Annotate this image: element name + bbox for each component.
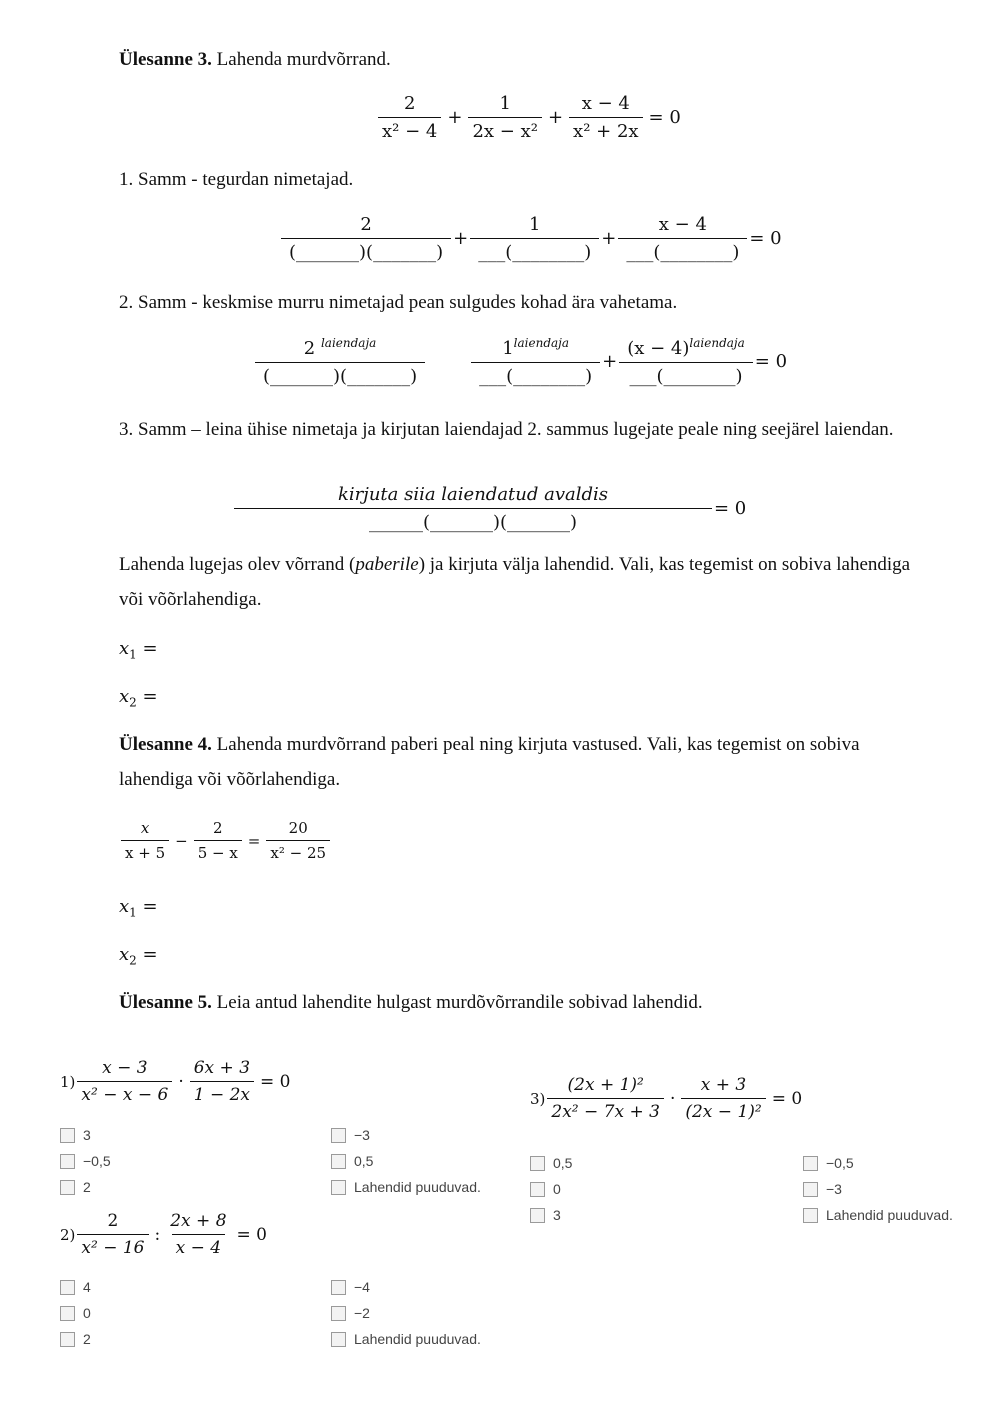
task3-heading — [119, 50, 391, 69]
checkbox[interactable] — [331, 1280, 346, 1295]
checkbox[interactable] — [331, 1306, 346, 1321]
task4-equation: $\frac{x}{x + 5}$ − $\frac{2}{5 - x}$ = $\frac{20}{\text{x² − 25}}$ — [119, 819, 332, 862]
task3-frac-3: $\frac{x - 4}{\text{x² + 2x}}$ — [569, 93, 643, 142]
step3-equation: $\frac{\text{kirjuta siia laiendatud avaldis}}{\_\_\_\_\_\_(\_\_\_\_\_\_\_)(\_\_\_\_\_\_\_)}$ = 0 — [236, 484, 750, 533]
checkbox[interactable] — [530, 1156, 545, 1171]
q1-option[interactable]: 3 — [60, 1127, 91, 1143]
step1-denominator-blank-2[interactable]: ___(________) — [470, 238, 599, 263]
q2-option[interactable]: 4 — [60, 1279, 91, 1295]
task3-frac-1: $\frac{2}{\text{x² − 4}}$ — [378, 93, 441, 142]
q3-option[interactable]: Lahendid puuduvad. — [803, 1207, 953, 1223]
q2-option[interactable]: −2 — [331, 1305, 370, 1321]
checkbox[interactable] — [530, 1182, 545, 1197]
q3-option[interactable]: −3 — [803, 1181, 842, 1197]
checkbox[interactable] — [60, 1154, 75, 1169]
step2-denominator-blank-2[interactable]: ___(________) — [471, 362, 600, 387]
task3-step1: 1. Samm - tegurdan nimetajad. — [119, 169, 354, 190]
task3-x1-label[interactable]: $x_1$ = — [119, 638, 158, 662]
task4-x1-label[interactable]: $x_1$ = — [119, 896, 158, 920]
q1-option[interactable]: −3 — [331, 1127, 370, 1143]
q1-option[interactable]: 0,5 — [331, 1153, 373, 1169]
q1-option[interactable]: 2 — [60, 1179, 91, 1195]
task3-equation: $\frac{2}{\text{x² − 4}}$ + $\frac{1}{\text{2x − x²}}$ + $\frac{x - 4}{\text{x² + 2x}}$ = 0 — [376, 93, 685, 142]
checkbox[interactable] — [803, 1156, 818, 1171]
step3-denominator-blank[interactable]: ______(_______)(_______) — [234, 508, 712, 533]
q3-option[interactable]: −0,5 — [803, 1155, 854, 1171]
step3-numerator-input[interactable]: kirjuta siia laiendatud avaldis — [337, 484, 609, 505]
task3-solve-text: Lahenda lugejas olev võrrand (paberile) ja kirjuta välja lahendid. Vali, kas tegemist on sobiva lahendiga või võõrlahendiga. — [119, 554, 911, 610]
step2-equation: $\frac{2 ^{laiendaja}}{(\_\_\_\_\_\_\_)(\_\_\_\_\_\_\_)}$ $\frac{1^{laiendaja}}{\_\_\_(\_\_\_\_\_\_\_\_)}$ + $\frac{(x - 4)^{laiendaja}}{\_\_\_(\_\_\_\_\_\_\_\_)}$ = 0 — [257, 336, 791, 387]
q3-option[interactable]: 0 — [530, 1181, 561, 1197]
step1-equation: $\frac{2}{(\_\_\_\_\_\_\_)(\_\_\_\_\_\_\_)}$ + $\frac{1}{\_\_\_(\_\_\_\_\_\_\_\_)}$ + $\frac{x - 4}{\_\_\_(\_\_\_\_\_\_\_\_)}$ = 0 — [283, 214, 786, 263]
task3-text: Lahenda murdvõrrand. — [211, 49, 391, 70]
q2-option[interactable]: Lahendid puuduvad. — [331, 1331, 481, 1347]
task3-x2-label[interactable]: $x_2$ = — [119, 686, 158, 710]
step2-denominator-blank-1[interactable]: (_______)(_______) — [255, 362, 425, 387]
q1-option[interactable]: −0,5 — [60, 1153, 111, 1169]
step1-denominator-blank-1[interactable]: (_______)(_______) — [281, 238, 451, 263]
checkbox[interactable] — [60, 1128, 75, 1143]
task5-q3-equation: 3) $\frac{\text{(2x + 1)²}}{\text{2x² − 7x + 3}}$ · $\frac{x + 3}{\text{(2x − 1)²}}$ = 0 — [530, 1075, 803, 1122]
task5-heading: Ülesanne 5. Leia antud lahendite hulgast murdõvõrrandile sobivad lahendid. — [119, 992, 703, 1013]
task5-q1-equation: 1) $\frac{x - 3}{\text{x² − x − 6}}$ · $\frac{6x + 3}{1 - 2x}$ = 0 — [60, 1058, 291, 1105]
step2-denominator-blank-3[interactable]: ___(________) — [619, 362, 753, 387]
checkbox[interactable] — [60, 1180, 75, 1195]
task3-step3: 3. Samm – leina ühise nimetaja ja kirjutan laiendajad 2. sammus lugejate peale ning seejärel laiendan. — [119, 419, 894, 440]
task3-frac-2: $\frac{1}{\text{2x − x²}}$ — [468, 93, 542, 142]
checkbox[interactable] — [331, 1128, 346, 1143]
checkbox[interactable] — [803, 1208, 818, 1223]
q1-option[interactable]: Lahendid puuduvad. — [331, 1179, 481, 1195]
task4-x2-label[interactable]: $x_2$ = — [119, 944, 158, 968]
checkbox[interactable] — [331, 1154, 346, 1169]
checkbox[interactable] — [60, 1306, 75, 1321]
q2-option[interactable]: 2 — [60, 1331, 91, 1347]
checkbox[interactable] — [530, 1208, 545, 1223]
checkbox[interactable] — [60, 1280, 75, 1295]
task5-q2-equation: 2) $\frac{2}{\text{x² − 16}}$ : $\frac{2x + 8}{x - 4}$ = 0 — [60, 1211, 267, 1258]
q2-option[interactable]: −4 — [331, 1279, 370, 1295]
task3-title: Ülesanne 3. — [119, 49, 212, 70]
q3-option[interactable]: 0,5 — [530, 1155, 572, 1171]
task4-heading: Ülesanne 4. Lahenda murdvõrrand paberi peal ning kirjuta vastused. Vali, kas tegemist on sobiva lahendiga või võõrlahendiga. — [119, 734, 860, 790]
q2-option[interactable]: 0 — [60, 1305, 91, 1321]
step1-denominator-blank-3[interactable]: ___(________) — [618, 238, 747, 263]
checkbox[interactable] — [803, 1182, 818, 1197]
task3-step2: 2. Samm - keskmise murru nimetajad pean sulgudes kohad ära vahetama. — [119, 292, 678, 313]
checkbox[interactable] — [331, 1180, 346, 1195]
checkbox[interactable] — [60, 1332, 75, 1347]
checkbox[interactable] — [331, 1332, 346, 1347]
q3-option[interactable]: 3 — [530, 1207, 561, 1223]
